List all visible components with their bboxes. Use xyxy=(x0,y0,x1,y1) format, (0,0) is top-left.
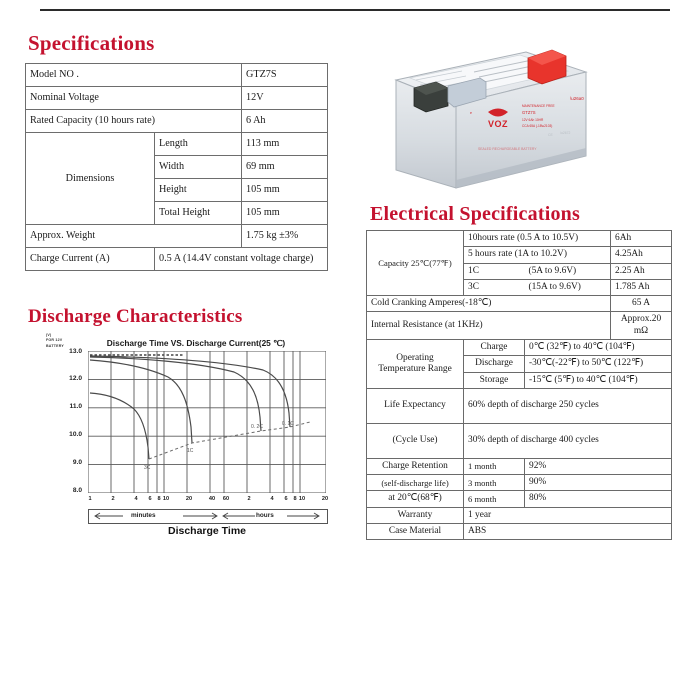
specifications-table xyxy=(25,63,328,271)
spec-label-model: Model NO . xyxy=(26,64,242,87)
table-row xyxy=(26,64,328,87)
chart-xtick-4h: 4 xyxy=(270,496,274,502)
electrical-specifications-table xyxy=(366,230,672,540)
discharge-chart xyxy=(26,333,336,555)
capacity-value-1c: 2.25 Ah xyxy=(611,263,672,279)
table-row xyxy=(367,523,672,539)
discharge-characteristics-heading: Discharge Characteristics xyxy=(28,306,243,327)
operating-temp-range-discharge: -30℃(-22℉) to 50℃ (122℉) xyxy=(525,356,672,372)
charge-retention-value-3: 80% xyxy=(525,491,672,507)
table-row xyxy=(367,458,672,474)
chart-ytick-10: 10.0 xyxy=(69,431,82,438)
capacity-value-3c: 1.785 Ah xyxy=(611,279,672,295)
charge-retention-value-1: 92% xyxy=(525,458,672,474)
svg-text:CE: CE xyxy=(548,133,553,137)
spec-label-dimensions: Dimensions xyxy=(26,133,155,225)
dimension-name-total-height: Total Height xyxy=(155,202,242,225)
chart-xtick-10m: 10 xyxy=(162,496,170,502)
chart-ytick-13: 13.0 xyxy=(69,348,82,355)
table-row xyxy=(26,87,328,110)
operating-temp-line2: Temperature Range xyxy=(378,363,452,374)
spec-label-capacity: Rated Capacity (10 hours rate) xyxy=(26,110,242,133)
operating-temp-mode-storage: Storage xyxy=(464,372,525,388)
svg-text:\u2672: \u2672 xyxy=(560,131,571,135)
charge-retention-value-2: 90% xyxy=(525,475,672,491)
chart-x-axis-title: Discharge Time xyxy=(167,525,246,537)
chart-ytick-9: 9.0 xyxy=(72,459,82,466)
chart-xtick-10h: 10 xyxy=(298,496,306,502)
table-row xyxy=(367,475,672,491)
chart-xtick-8h: 8 xyxy=(293,496,297,502)
spec-label-voltage: Nominal Voltage xyxy=(26,87,242,110)
svg-text:0. 2C: 0. 2C xyxy=(251,424,263,430)
capacity-rate-10h: 10hours rate (0.5 A to 10.5V) xyxy=(464,231,611,247)
svg-text:VOZ: VOZ xyxy=(488,119,509,129)
cold-cranking-label: Cold Cranking Amperes(-18℃) xyxy=(367,296,611,312)
internal-resistance-label: Internal Resistance (at 1KHz) xyxy=(367,312,611,340)
spec-label-charge-current: Charge Current (A) xyxy=(26,248,155,271)
dimension-name-width: Width xyxy=(155,156,242,179)
cold-cranking-value: 65 A xyxy=(611,296,672,312)
svg-text:12V 6Ah 10HR: 12V 6Ah 10HR xyxy=(522,118,544,122)
chart-y-unit-label: (V) FOR 12V BATTERY xyxy=(46,333,64,348)
spec-value-model: GTZ7S xyxy=(242,64,328,87)
operating-temp-range-charge: 0℃ (32℉) to 40℃ (104℉) xyxy=(525,339,672,355)
chart-xtick-20h: 20 xyxy=(321,496,329,502)
internal-resistance-value: Approx.20 mΩ xyxy=(611,312,672,340)
spec-value-voltage: 12V xyxy=(242,87,328,110)
chart-title-label: Discharge Time VS. Discharge Current(25 ℃) xyxy=(106,338,286,348)
svg-text:3C: 3C xyxy=(144,465,151,471)
capacity-rate-5h: 5 hours rate (1A to 10.2V) xyxy=(464,247,611,263)
table-row xyxy=(367,491,672,507)
operating-temp-mode-discharge: Discharge xyxy=(464,356,525,372)
chart-xtick-6h: 6 xyxy=(284,496,288,502)
capacity-cond-1c: (5A to 9.6V) xyxy=(525,263,611,279)
capacity-value-5h: 4.25Ah xyxy=(611,247,672,263)
chart-xtick-4m: 4 xyxy=(134,496,138,502)
life-expectancy-row-1: 60% depth of discharge 250 cycles xyxy=(464,388,672,423)
warranty-value: 1 year xyxy=(464,507,672,523)
capacity-label: Capacity 25℃(77℉) xyxy=(367,231,464,296)
chart-xtick-2h: 2 xyxy=(247,496,251,502)
charge-retention-label-3: at 20℃(68℉) xyxy=(367,491,464,507)
specifications-heading: Specifications xyxy=(28,31,155,55)
chart-band-hours: hours xyxy=(256,512,274,519)
operating-temp-range-storage: -15℃ (5℉) to 40℃ (104℉) xyxy=(525,372,672,388)
svg-text:CCA 65A (-18\u2103): CCA 65A (-18\u2103) xyxy=(522,124,553,128)
capacity-rate-1c: 1C xyxy=(464,263,525,279)
chart-xtick-20m: 20 xyxy=(185,496,193,502)
life-expectancy-row-2: 30% depth of discharge 400 cycles xyxy=(464,423,672,458)
life-expectancy-label-2: (Cycle Use) xyxy=(367,423,464,458)
chart-xtick-6m: 6 xyxy=(148,496,152,502)
chart-xtick-40m: 40 xyxy=(208,496,216,502)
warranty-label: Warranty xyxy=(367,507,464,523)
capacity-rate-3c: 3C xyxy=(464,279,525,295)
case-material-value: ABS xyxy=(464,523,672,539)
charge-retention-label-1: Charge Retention xyxy=(367,458,464,474)
dimension-value-width: 69 mm xyxy=(242,156,328,179)
table-row xyxy=(26,225,328,248)
capacity-cond-3c: (15A to 9.6V) xyxy=(525,279,611,295)
spec-value-capacity: 6 Ah xyxy=(242,110,328,133)
chart-xtick-2m: 2 xyxy=(111,496,115,502)
svg-text:GTZ7S: GTZ7S xyxy=(522,110,536,115)
electrical-specifications-heading: Electrical Specifications xyxy=(370,203,580,225)
chart-plot-area xyxy=(88,351,326,493)
table-row xyxy=(367,388,672,423)
spec-value-charge-current: 0.5 A (14.4V constant voltage charge) xyxy=(155,248,328,271)
svg-text:1C: 1C xyxy=(187,448,194,454)
top-divider xyxy=(40,9,670,11)
svg-text:0. 1C: 0. 1C xyxy=(282,421,294,427)
charge-retention-period-2: 3 month xyxy=(464,475,525,491)
table-row xyxy=(26,110,328,133)
table-row xyxy=(367,312,672,340)
svg-text:e: e xyxy=(470,111,472,115)
case-material-label: Case Material xyxy=(367,523,464,539)
battery-product-image xyxy=(370,28,670,204)
spec-value-weight: 1.75 kg ±3% xyxy=(242,225,328,248)
table-row xyxy=(367,507,672,523)
chart-xtick-8m: 8 xyxy=(157,496,161,502)
dimension-value-total-height: 105 mm xyxy=(242,202,328,225)
table-row xyxy=(367,231,672,247)
svg-text:MAINTENANCE FREE: MAINTENANCE FREE xyxy=(522,104,555,108)
dimension-name-length: Length xyxy=(155,133,242,156)
svg-text:\u26a0: \u26a0 xyxy=(570,96,584,101)
capacity-value-10h: 6Ah xyxy=(611,231,672,247)
dimension-value-length: 113 mm xyxy=(242,133,328,156)
svg-text:SEALED RECHARGEABLE BATTERY: SEALED RECHARGEABLE BATTERY xyxy=(478,147,537,151)
chart-band-minutes: minutes xyxy=(131,512,156,519)
charge-retention-period-1: 1 month xyxy=(464,458,525,474)
table-row xyxy=(367,296,672,312)
chart-axis-band xyxy=(88,509,328,524)
chart-ytick-8: 8.0 xyxy=(72,487,82,494)
life-expectancy-label-1: Life Expectancy xyxy=(367,388,464,423)
chart-ytick-12: 12.0 xyxy=(69,375,82,382)
operating-temp-mode-charge: Charge xyxy=(464,339,525,355)
table-row xyxy=(367,423,672,458)
spec-label-weight: Approx. Weight xyxy=(26,225,242,248)
chart-ytick-11: 11.0 xyxy=(69,403,82,410)
operating-temp-line1: Operating xyxy=(396,352,434,363)
dimension-name-height: Height xyxy=(155,179,242,202)
table-row xyxy=(26,133,328,156)
dimension-value-height: 105 mm xyxy=(242,179,328,202)
table-row xyxy=(367,339,672,355)
charge-retention-label-2: (self-discharge life) xyxy=(367,475,464,491)
operating-temperature-label xyxy=(367,339,464,388)
chart-xtick-60m: 60 xyxy=(222,496,230,502)
table-row xyxy=(26,248,328,271)
chart-xtick-1: 1 xyxy=(88,496,92,502)
charge-retention-period-3: 6 month xyxy=(464,491,525,507)
